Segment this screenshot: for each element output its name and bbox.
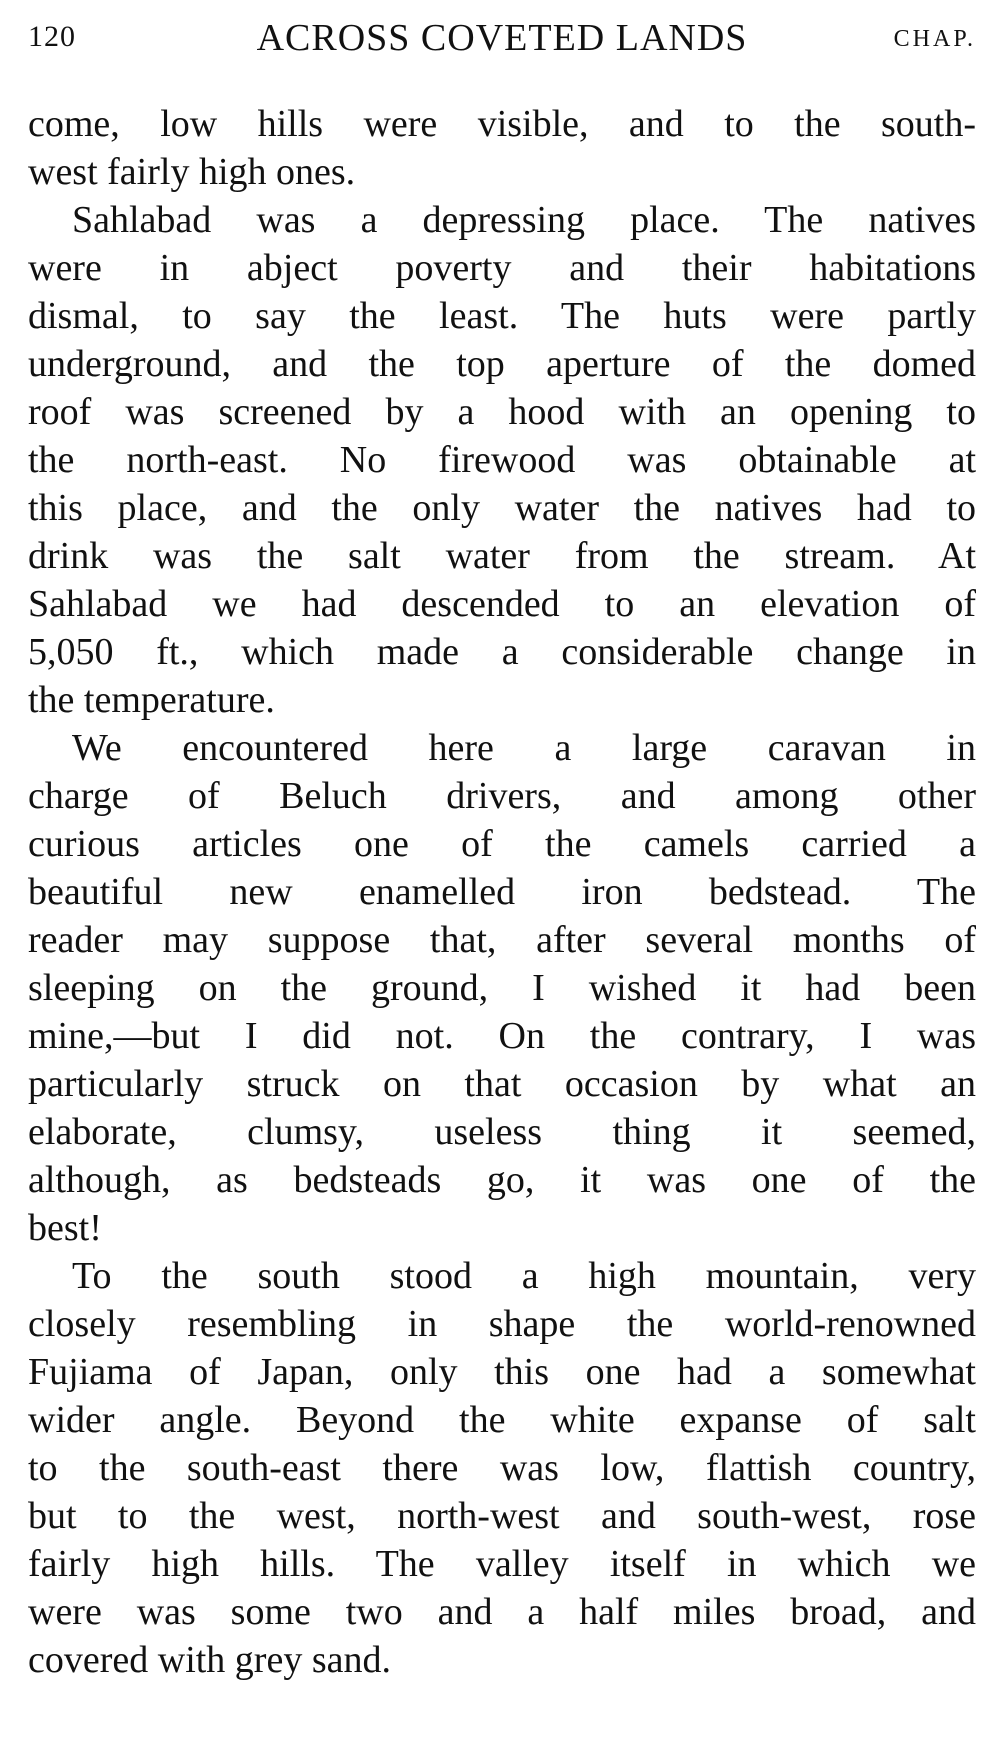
text-line: dismal, to say the least. The huts were partly [28,295,976,337]
text-line: were was some two and a half miles broad, and [28,1591,976,1633]
chapter-label: CHAP. [893,26,976,52]
text-line: elaborate, clumsy, useless thing it seemed, [28,1111,976,1153]
text-line: underground, and the top aperture of the domed [28,343,976,385]
text-line: beautiful new enamelled iron bedstead. The [28,871,976,913]
text-line: the north-east. No firewood was obtainable at [28,439,976,481]
text-line: but to the west, north-west and south-west, rose [28,1495,976,1537]
text-line: come, low hills were visible, and to the south- [28,103,976,145]
text-line: fairly high hills. The valley itself in which we [28,1543,976,1585]
text-line: reader may suppose that, after several months of [28,919,976,961]
text-line: the temperature. [28,679,275,721]
running-title: ACROSS COVETED LANDS [256,17,748,59]
text-line: Sahlabad was a depressing place. The natives [72,199,976,241]
running-head [28,14,976,64]
text-line: sleeping on the ground, I wished it had been [28,967,976,1009]
text-line: although, as bedsteads go, it was one of the [28,1159,976,1201]
text-line: mine,—but I did not. On the contrary, I was [28,1015,976,1057]
text-line: were in abject poverty and their habitations [28,247,976,289]
text-line: this place, and the only water the natives had to [28,487,976,529]
text-line: curious articles one of the camels carried a [28,823,976,865]
text-line: We encountered here a large caravan in [72,727,976,769]
text-line: wider angle. Beyond the white expanse of salt [28,1399,976,1441]
text-line: west fairly high ones. [28,151,356,193]
text-line: 5,050 ft., which made a considerable change in [28,631,976,673]
text-line: drink was the salt water from the stream. At [28,535,976,577]
text-line: to the south-east there was low, flattish country, [28,1447,976,1489]
body-text [28,100,976,1684]
text-line: roof was screened by a hood with an opening to [28,391,976,433]
text-line: best! [28,1207,102,1249]
text-line: Fujiama of Japan, only this one had a somewhat [28,1351,976,1393]
text-line: charge of Beluch drivers, and among other [28,775,976,817]
page-number: 120 [28,20,76,53]
text-line: To the south stood a high mountain, very [72,1255,976,1297]
text-line: particularly struck on that occasion by what an [28,1063,976,1105]
text-line: closely resembling in shape the world-renowned [28,1303,976,1345]
text-line: Sahlabad we had descended to an elevation of [28,583,976,625]
text-line: covered with grey sand. [28,1639,391,1681]
